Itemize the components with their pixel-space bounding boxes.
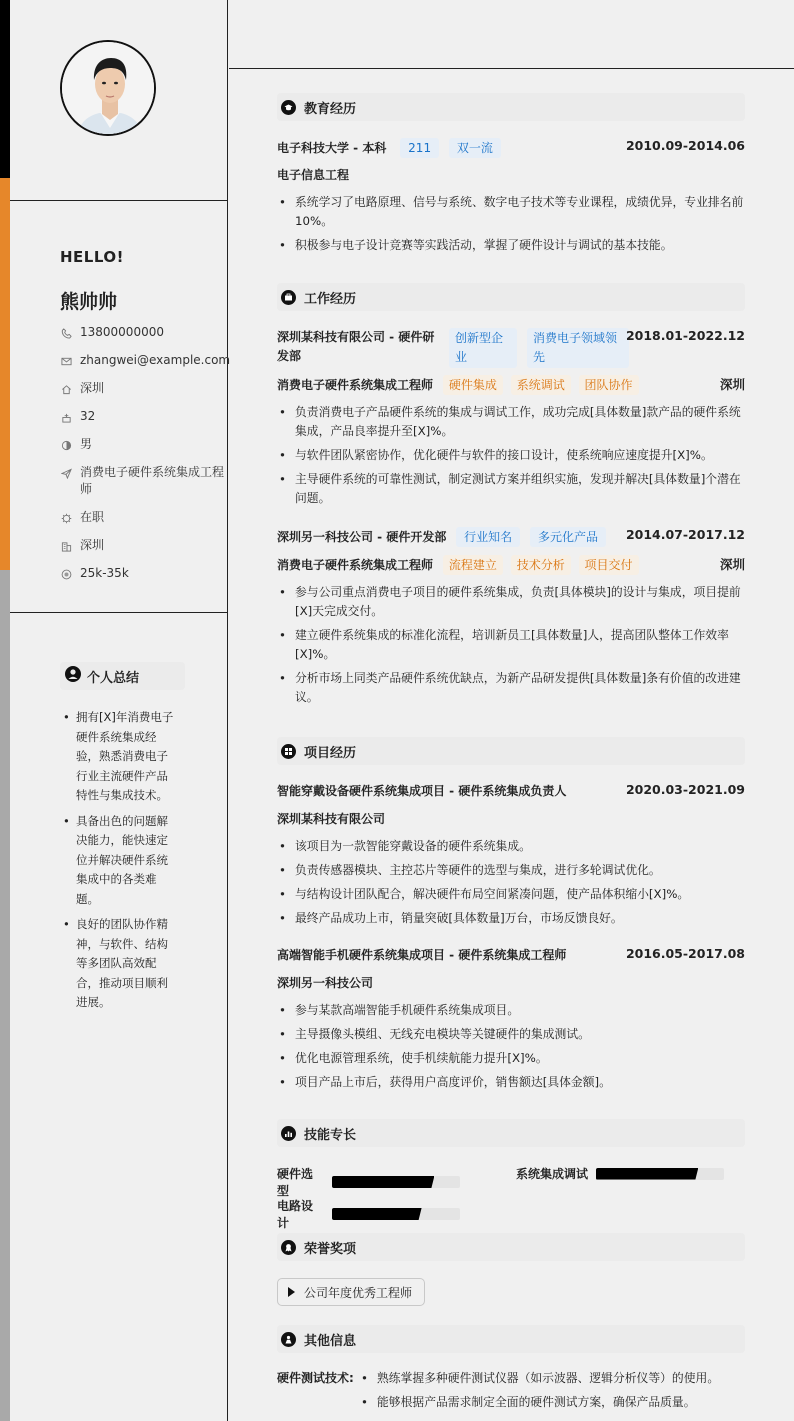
project-company: 深圳另一科技公司 [277,976,374,990]
user-circle-icon [65,666,81,686]
project-name: 智能穿戴设备硬件系统集成项目 - 硬件系统集成负责人 [277,784,567,798]
summary-item: • 拥有[X]年消费电子硬件系统集成经验，熟悉消费电子行业主流硬件产品特性与集成技术。 [60,708,178,806]
company-name: 深圳某科技有限公司 - 硬件研 发部 [277,330,435,363]
location-text: 深圳 [80,381,105,395]
project-detail: • 参与某款高端智能手机硬件系统集成项目。 [277,1001,745,1020]
workplace-text: 深圳 [80,538,105,552]
company-tag: 创新型企 业 [449,328,517,368]
play-triangle-icon [288,1287,295,1297]
position-text: 消费电子硬件系统集成工程师 [80,465,225,496]
job-date: 2014.07-2017.12 [625,527,745,542]
skill-name: 硬件选型 [277,1167,314,1198]
project-detail: • 最终产品成功上市，销量突破[具体数量]万台，市场反馈良好。 [277,909,745,928]
work-heading [277,283,745,311]
major-name: 电子信息工程 [277,168,350,182]
other-details [359,1369,749,1417]
summary-item: • 具备出色的问题解决能力，能快速定位并解决硬件系统集成中的各类难题。 [60,812,178,910]
hello-heading: HELLO! [60,248,124,266]
phone-icon [60,327,72,339]
status-text: 在职 [80,510,105,524]
skill-item [277,1165,460,1199]
skill-tag: 硬件集成 [443,375,503,395]
job-date: 2018.01-2022.12 [625,328,745,343]
skill-name: 系统集成调试 [516,1167,589,1181]
project-details [277,837,745,933]
email-text: zhangwei@example.com [80,353,231,367]
info-phone [60,324,226,341]
accent-strip-orange [0,178,10,570]
contact-info-list [60,324,231,593]
phone-text: 13800000000 [80,325,164,339]
info-workplace [60,537,226,554]
project-detail: • 该项目为一款智能穿戴设备的硬件系统集成。 [277,837,745,856]
header-divider [229,68,794,69]
skill-tag: 项目交付 [579,555,639,575]
job-city: 深圳 [719,557,745,572]
skill-level-fill [332,1208,422,1220]
skill-item [516,1165,724,1182]
info-gender [60,436,226,453]
project-name: 高端智能手机硬件系统集成项目 - 硬件系统集成工程师 [277,948,567,962]
skill-tag: 系统调试 [511,375,571,395]
skill-level-bar [596,1168,724,1180]
salary-text: 25k-35k [80,566,129,580]
job-details [277,583,745,712]
skills-title: 技能专长 [304,1127,357,1143]
graduation-cap-icon [281,100,296,115]
job-role: 消费电子硬件系统集成工程师 [277,558,434,572]
project-detail: • 主导摄像头模组、无线充电模块等关键硬件的集成测试。 [277,1025,745,1044]
skill-tag: 团队协作 [579,375,639,395]
projects-heading [277,737,745,765]
info-status [60,509,226,526]
info-position [60,464,226,498]
skill-level-bar [332,1208,460,1220]
education-date: 2010.09-2014.06 [625,138,745,153]
salary-icon [60,568,72,580]
education-detail: • 系统学习了电路原理、信号与系统、数字电子技术等专业课程，成绩优异，专业排名前10%。 [277,193,745,231]
project-date: 2020.03-2021.09 [625,782,745,797]
age-text: 32 [80,409,96,423]
skills-heading [277,1119,745,1147]
company-name: 深圳另一科技公司 - 硬件开发部 [277,530,447,544]
project-detail: • 负责传感器模块、主控芯片等硬件的选型与集成，进行多轮调试优化。 [277,861,745,880]
skill-name: 电路设计 [277,1199,314,1230]
other-heading [277,1325,745,1353]
other-detail: • 熟练掌握多种硬件测试仪器（如示波器、逻辑分析仪等）的使用。 [359,1369,749,1388]
project-company: 深圳某科技有限公司 [277,812,386,826]
gender-text: 男 [80,437,93,451]
job-role-row [277,555,745,575]
awards-title: 荣誉奖项 [304,1241,357,1257]
briefcase-icon [281,290,296,305]
status-icon [60,512,72,524]
job-detail: • 分析市场上同类产品硬件系统优缺点，为新产品研发提供[具体数量]条有价值的改进建议。 [277,669,745,707]
bar-chart-icon [281,1126,296,1141]
info-age [60,408,226,425]
building-icon [60,540,72,552]
awards-heading [277,1233,745,1261]
accent-strip-black [0,0,10,178]
summary-title: 个人总结 [87,670,140,686]
sidebar [10,0,231,1421]
other-label: 硬件测试技术: [277,1371,354,1385]
info-location [60,380,226,397]
info-email [60,352,231,369]
education-detail: • 积极参与电子设计竞赛等实践活动，掌握了硬件设计与调试的基本技能。 [277,236,745,255]
education-title: 教育经历 [304,101,357,117]
job-detail: • 主导硬件系统的可靠性测试，制定测试方案并组织实施，发现并解决[具体数量]个潜在问题。 [277,470,745,508]
project-header [277,782,745,799]
send-icon [60,467,72,479]
education-heading [277,93,745,121]
mail-icon [60,355,72,367]
skill-tag: 技术分析 [511,555,571,575]
project-details [277,1001,745,1097]
other-detail: • 能够根据产品需求制定全面的硬件测试方案，确保产品质量。 [359,1393,749,1412]
school-tag: 双一流 [449,138,501,158]
education-details [277,193,745,260]
summary-heading [60,662,185,690]
job-detail: • 与软件团队紧密协作，优化硬件与软件的接口设计，使系统响应速度提升[X]%。 [277,446,745,465]
main-content [229,0,794,1421]
job-header [277,527,745,547]
skill-level-fill [332,1176,434,1188]
age-icon [60,411,72,423]
home-icon [60,383,72,395]
award-item[interactable] [277,1278,425,1306]
job-details [277,403,745,513]
person-icon [281,1332,296,1347]
summary-item: • 良好的团队协作精神，与软件、结构等多团队高效配合，推动项目顺利进展。 [60,915,178,1013]
accent-strip-gray [0,570,10,1421]
candidate-name: 熊帅帅 [60,291,118,313]
skill-item [277,1197,460,1231]
education-entry [277,138,745,158]
project-date: 2016.05-2017.08 [625,946,745,961]
job-role-row [277,375,745,395]
job-header [277,328,745,368]
project-detail: • 与结构设计团队配合，解决硬件布局空间紧凑问题，使产品体积缩小[X]%。 [277,885,745,904]
school-name: 电子科技大学 - 本科 [277,141,387,155]
job-detail: • 参与公司重点消费电子项目的硬件系统集成，负责[具体模块]的设计与集成，项目提前[X]天完成交付。 [277,583,745,621]
job-detail: • 建立硬件系统集成的标准化流程，培训新员工[具体数量]人，提高团队整体工作效率[X]%。 [277,626,745,664]
job-role: 消费电子硬件系统集成工程师 [277,378,434,392]
sidebar-divider [10,612,228,613]
skill-tag: 流程建立 [443,555,503,575]
award-label: 公司年度优秀工程师 [304,1285,413,1300]
project-detail: • 项目产品上市后，获得用户高度评价，销售额达[具体金额]。 [277,1073,745,1092]
company-tag: 行业知名 [456,527,520,547]
project-header [277,946,745,963]
skill-level-bar [332,1176,460,1188]
company-tag: 消费电子领域领 先 [527,328,629,368]
job-detail: • 负责消费电子产品硬件系统的集成与调试工作，成功完成[具体数量]款产品的硬件系统集成，产品良率提升至[X]%。 [277,403,745,441]
other-title: 其他信息 [304,1333,357,1349]
grid-icon [281,744,296,759]
company-tag: 多元化产品 [530,527,606,547]
work-title: 工作经历 [304,291,357,307]
skill-level-fill [596,1168,698,1180]
summary-list [60,708,178,1019]
avatar [60,40,156,136]
school-tag: 211 [400,138,439,158]
gender-icon [60,439,72,451]
projects-title: 项目经历 [304,745,357,761]
job-city: 深圳 [719,377,745,392]
project-detail: • 优化电源管理系统，使手机续航能力提升[X]%。 [277,1049,745,1068]
info-salary [60,565,226,582]
sidebar-divider [10,200,228,201]
award-medal-icon [281,1240,296,1255]
